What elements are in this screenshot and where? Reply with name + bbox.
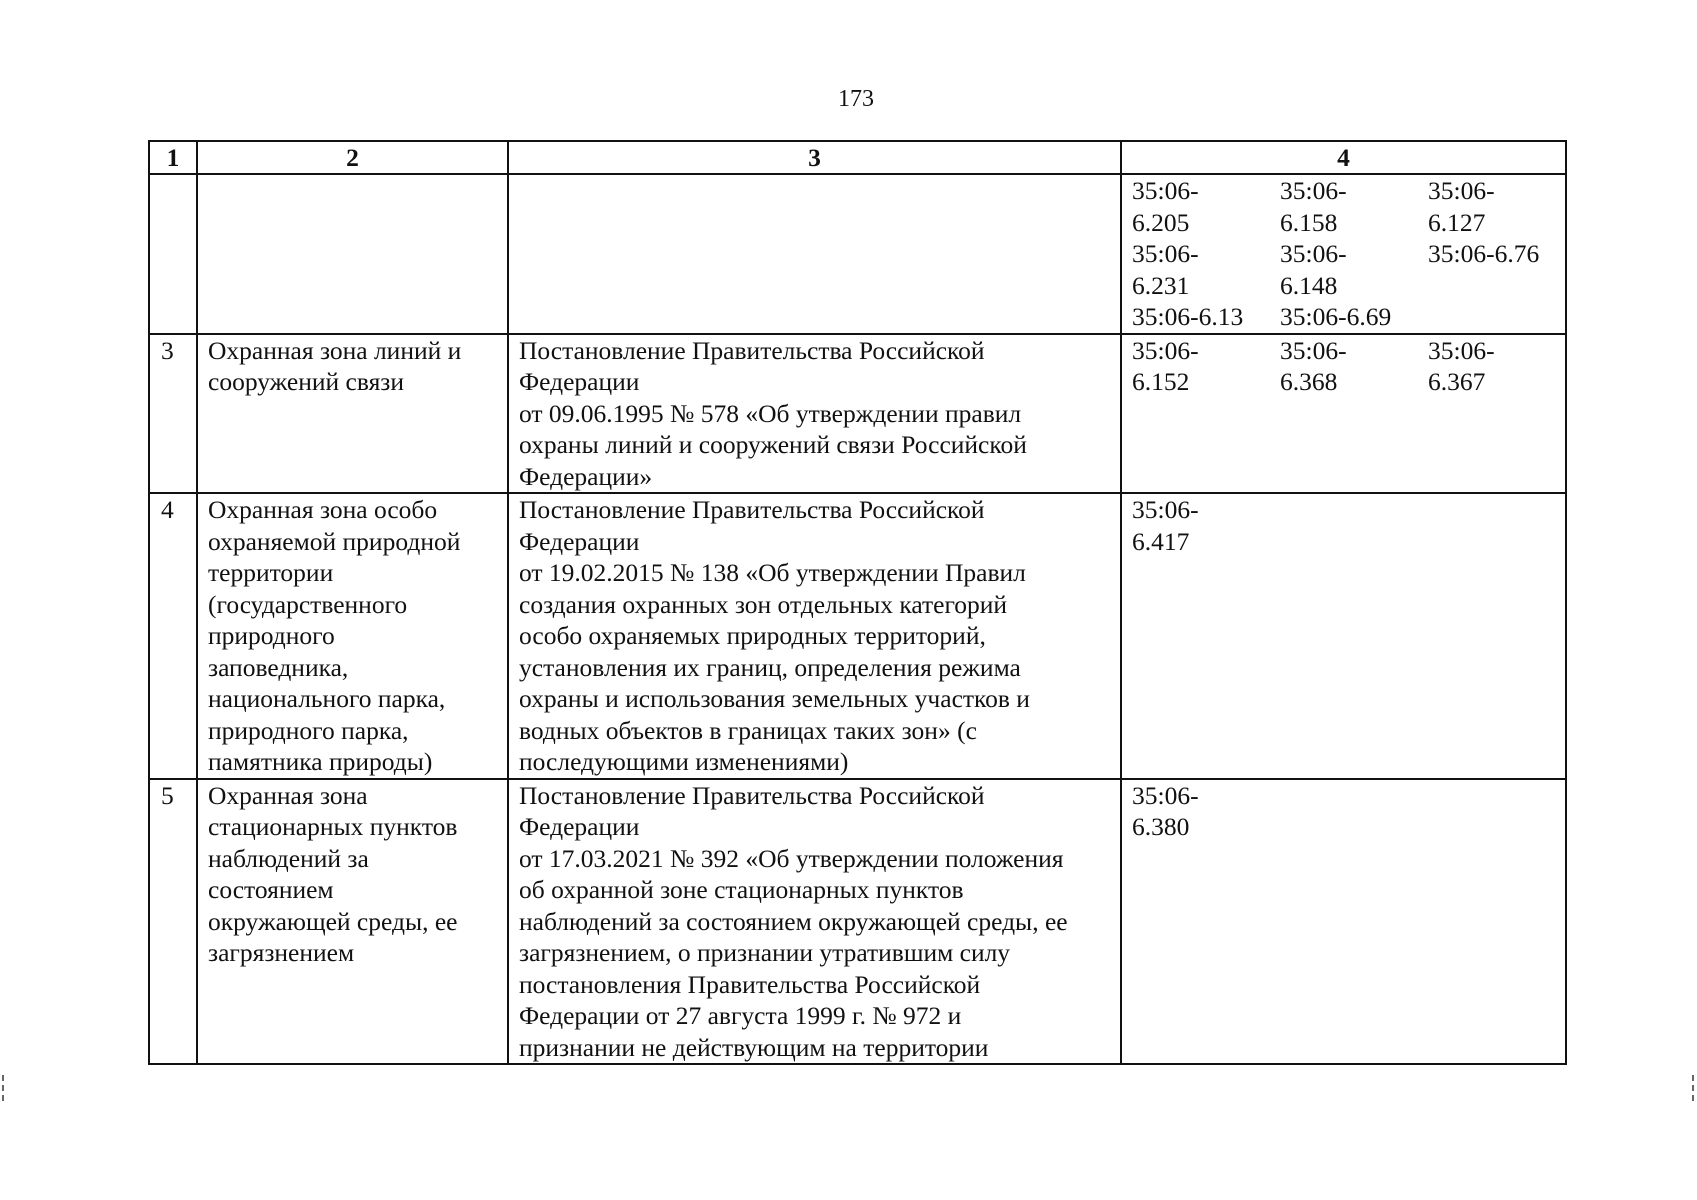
row-number: 4 bbox=[149, 493, 197, 779]
column-header: 4 bbox=[1121, 141, 1566, 174]
table-row bbox=[149, 334, 1566, 494]
zone-code: 35:06- bbox=[1280, 335, 1347, 365]
legal-document-line: Федерации» bbox=[519, 461, 653, 491]
legal-document-line: Федерации bbox=[519, 367, 640, 396]
zone-name-line: (государственного bbox=[208, 589, 408, 619]
zone-codes-grid bbox=[1132, 175, 1565, 333]
zone-code bbox=[1280, 526, 1428, 558]
zone-name-line: природного bbox=[208, 621, 335, 650]
zone-codes-cell bbox=[1121, 779, 1566, 1065]
zone-name-line: состоянием bbox=[208, 875, 334, 904]
legal-document-line: Федерации bbox=[519, 812, 640, 841]
zone-code: 35:06-6.13 bbox=[1132, 302, 1244, 331]
table-row bbox=[149, 493, 1566, 779]
scan-edge-mark bbox=[1692, 1075, 1697, 1101]
zone-code: 6.158 bbox=[1280, 207, 1338, 237]
legal-document-line: особо охраняемых природных территорий, bbox=[519, 621, 986, 650]
legal-document-line: от 09.06.1995 № 578 «Об утверждении правил bbox=[519, 398, 1022, 428]
zone-code: 35:06- bbox=[1280, 239, 1347, 268]
legal-document-line: охраны линий и сооружений связи Российской bbox=[519, 430, 1027, 459]
zone-code: 6.367 bbox=[1428, 367, 1486, 396]
zone-code bbox=[1428, 811, 1566, 843]
zone-codes-grid bbox=[1132, 494, 1565, 557]
legal-document-line: Постановление Правительства Российской bbox=[519, 335, 985, 365]
zone-code: 6.205 bbox=[1132, 207, 1190, 237]
row-number: 5 bbox=[149, 779, 197, 1065]
zone-codes-cell bbox=[1121, 334, 1566, 494]
legal-document-cell bbox=[508, 174, 1121, 334]
table-row bbox=[149, 779, 1566, 1065]
zone-name-cell bbox=[197, 493, 508, 779]
zone-code bbox=[1428, 301, 1566, 333]
zone-code: 6.127 bbox=[1428, 207, 1486, 237]
page-number: 173 bbox=[838, 86, 874, 112]
zone-name-line: природного парка, bbox=[208, 715, 409, 745]
zone-code bbox=[1280, 494, 1428, 526]
zone-name-line: загрязнением bbox=[208, 938, 355, 967]
zone-name-cell bbox=[197, 779, 508, 1065]
column-header: 2 bbox=[197, 141, 508, 174]
zone-name-line: окружающей среды, ее bbox=[208, 906, 458, 936]
legal-document-cell bbox=[508, 334, 1121, 494]
legal-document-line: установления их границ, определения режима bbox=[519, 652, 1021, 682]
table-header-row bbox=[149, 141, 1566, 174]
zone-name-line: национального парка, bbox=[208, 684, 446, 713]
legal-document-line: Постановление Правительства Российской bbox=[519, 780, 985, 810]
legal-document-line: от 19.02.2015 № 138 «Об утверждении Правил bbox=[519, 558, 1026, 587]
row-number bbox=[149, 174, 197, 334]
zone-codes-grid bbox=[1132, 335, 1565, 398]
legal-document-line: создания охранных зон отдельных категорий bbox=[519, 589, 1008, 619]
zone-name-line: стационарных пунктов bbox=[208, 812, 458, 841]
zone-name-line: Охранная зона линий и bbox=[208, 335, 462, 365]
column-header: 3 bbox=[508, 141, 1121, 174]
legal-document-line: Постановление Правительства Российской bbox=[519, 495, 985, 524]
zone-name-line: заповедника, bbox=[208, 652, 349, 682]
legal-document-line: последующими изменениями) bbox=[519, 747, 849, 776]
zone-name-line: наблюдений за bbox=[208, 843, 369, 873]
legal-document-line: Федерации от 27 августа 1999 г. № 972 и bbox=[519, 1001, 962, 1030]
zone-code bbox=[1280, 811, 1428, 843]
legal-document-line: признании не действующим на территории bbox=[519, 1032, 989, 1062]
legal-document-line: загрязнением, о признании утратившим силу bbox=[519, 938, 1011, 967]
zone-code bbox=[1428, 494, 1566, 526]
zone-code: 6.380 bbox=[1132, 812, 1190, 841]
column-header: 1 bbox=[149, 141, 197, 174]
legal-document-line: об охранной зоне стационарных пунктов bbox=[519, 875, 964, 904]
zone-code: 6.148 bbox=[1280, 270, 1338, 300]
zone-name-line: сооружений связи bbox=[208, 367, 405, 396]
zone-code bbox=[1428, 526, 1566, 558]
legal-document-line: водных объектов в границах таких зон» (с bbox=[519, 715, 977, 745]
zone-code bbox=[1280, 780, 1428, 812]
table-row bbox=[149, 174, 1566, 334]
zone-code: 6.417 bbox=[1132, 526, 1190, 556]
zones-table bbox=[148, 140, 1567, 1065]
legal-document-line: охраны и использования земельных участков и bbox=[519, 684, 1030, 713]
zone-codes-cell bbox=[1121, 174, 1566, 334]
zone-name-cell bbox=[197, 334, 508, 494]
legal-document-line: Федерации bbox=[519, 526, 640, 556]
zone-name-cell bbox=[197, 174, 508, 334]
zone-code: 6.152 bbox=[1132, 367, 1190, 396]
zone-code: 35:06- bbox=[1132, 176, 1199, 205]
zone-code: 35:06-6.76 bbox=[1428, 239, 1540, 268]
scan-edge-mark bbox=[2, 1075, 7, 1101]
legal-document-line: постановления Правительства Российской bbox=[519, 969, 981, 999]
legal-document-line: от 17.03.2021 № 392 «Об утверждении положения bbox=[519, 843, 1064, 873]
zone-code: 35:06- bbox=[1428, 176, 1495, 205]
zone-name-line: территории bbox=[208, 558, 334, 587]
zone-name-line: Охранная зона особо bbox=[208, 495, 438, 524]
zone-name-line: памятника природы) bbox=[208, 747, 433, 776]
zone-code: 35:06- bbox=[1280, 176, 1347, 205]
zone-code: 35:06-6.69 bbox=[1280, 302, 1392, 331]
zone-codes-cell bbox=[1121, 493, 1566, 779]
zone-code: 35:06- bbox=[1132, 239, 1199, 268]
legal-document-cell bbox=[508, 493, 1121, 779]
zone-name-line: Охранная зона bbox=[208, 780, 368, 810]
legal-document-line: наблюдений за состоянием окружающей среды, ее bbox=[519, 906, 1068, 936]
zone-code: 35:06- bbox=[1132, 335, 1199, 365]
legal-document-cell bbox=[508, 779, 1121, 1065]
row-number: 3 bbox=[149, 334, 197, 494]
zone-code: 35:06- bbox=[1132, 780, 1199, 810]
zone-code: 35:06- bbox=[1132, 495, 1199, 524]
zone-code bbox=[1428, 270, 1566, 302]
zone-codes-grid bbox=[1132, 780, 1565, 843]
zone-code: 6.368 bbox=[1280, 367, 1338, 396]
zone-code: 6.231 bbox=[1132, 270, 1190, 300]
zone-name-line: охраняемой природной bbox=[208, 526, 461, 556]
zone-code bbox=[1428, 780, 1566, 812]
zone-code: 35:06- bbox=[1428, 335, 1495, 365]
